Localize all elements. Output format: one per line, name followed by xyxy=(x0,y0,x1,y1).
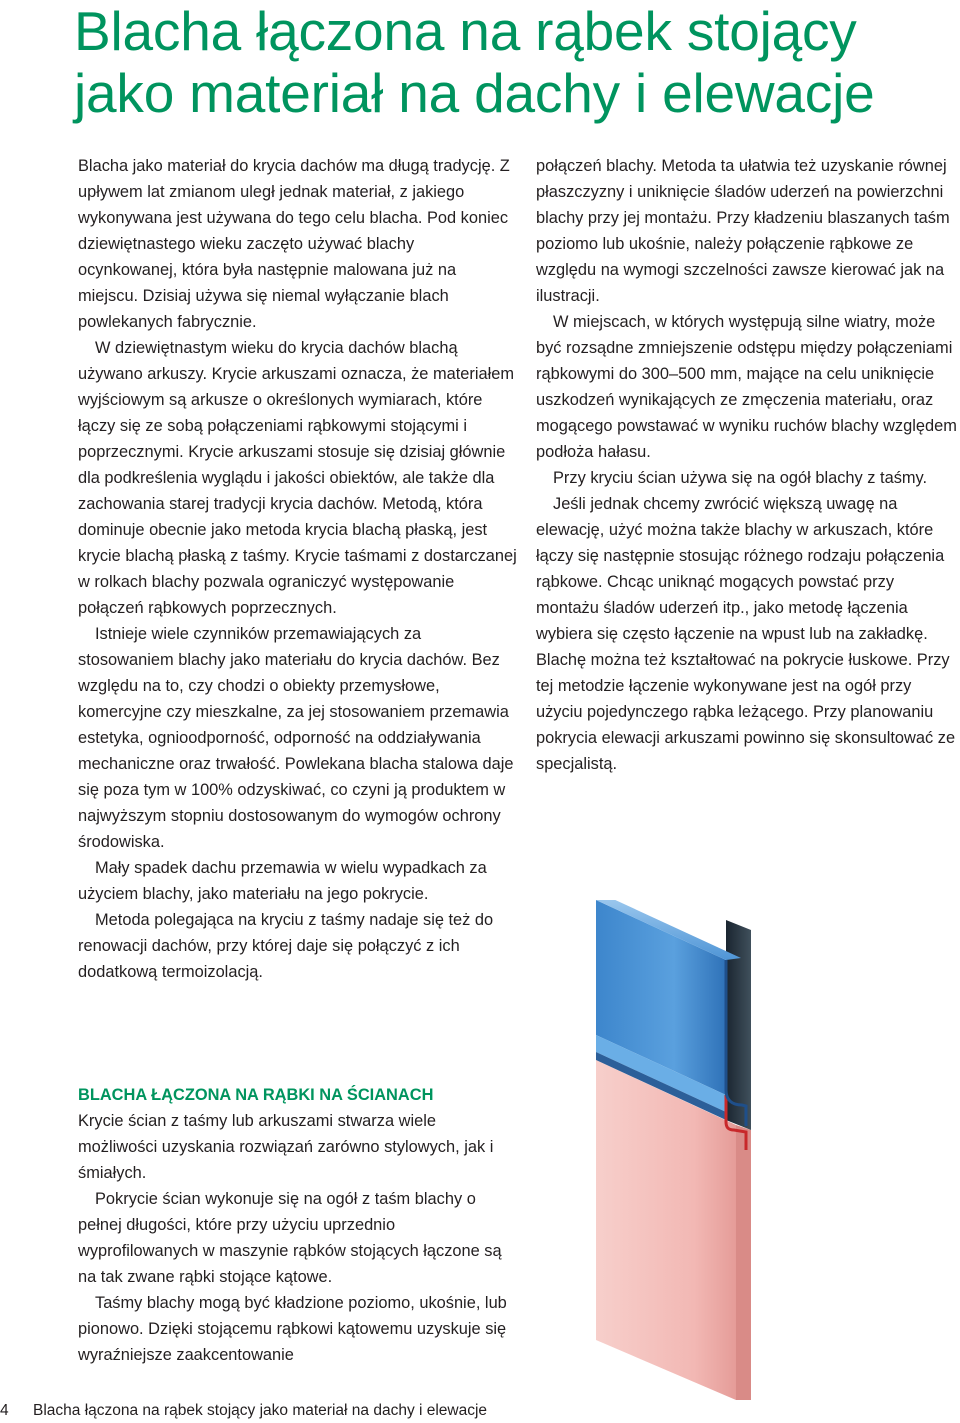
page-title xyxy=(74,0,954,124)
paragraph: Pokrycie ścian wykonuje się na ogół z taśm blachy o pełnej długości, które przy użyciu uprzednio wyprofilowanych w maszynie rąbków stojących łączone są na tak zwane rąbki stojące kątowe. xyxy=(78,1190,502,1286)
paragraph: połączeń blachy. Metoda ta ułatwia też uzyskanie równej płaszczyzny i uniknięcie śladów uderzeń na powierzchni blachy przy jej montażu. Przy kładzeniu blaszanych taśm poziomo lub ukośnie, należy połączenie rąbkowe ze względu na wymogi szczelności zawsze kierować jak na ilustracji. xyxy=(536,157,950,305)
text-column-left xyxy=(78,153,518,985)
paragraph: Jeśli jednak chcemy zwrócić większą uwagę na elewację, użyć można także blachy w arkuszach, które łączy się następnie stosując różnego rodzaju połączenia rąbkowe. Chcąc uniknąć mogących powstać przy montażu śladów uderzeń itp., jako metodę łączenia wybiera się często łączenie na wpust lub na zakładkę. Blachę można też kształtować na pokrycie łuskowe. Przy tej metodzie łączenie wykonywane jest na ogół przy użyciu pojedynczego rąbka leżącego. Przy planowaniu pokrycia elewacji arkuszami powinno się skonsultować ze specjalistą. xyxy=(536,495,956,773)
footer-text: Blacha łączona na rąbek stojący jako materiał na dachy i elewacje xyxy=(33,1402,488,1419)
paragraph: Metoda polegająca na kryciu z taśmy nadaje się też do renowacji dachów, przy której daje się połączyć z ich dodatkową termoizolacją. xyxy=(78,911,494,981)
paragraph: W dziewiętnastym wieku do krycia dachów blachą używano arkuszy. Krycie arkuszami oznacza, że materiałem wyjściowym są arkusze o określonych wymiarach, które łączy się ze sobą połączeniami rąbkowymi stojącymi i poprzecznymi. Krycie arkuszami stosuje się dzisiaj głównie dla podkreślenia wyglądu i jakości obiektów, ale także dla zachowania starej tradycji krycia dachów. Metodą, która dominuje obecnie jako metoda krycia blachą płaską, jest krycie blachą płaską z taśmy. Krycie taśmami z dostarczanej w rolkach blachy pozwala ograniczyć występowanie połączeń rąbkowych poprzecznych. xyxy=(78,339,517,617)
page-number: 4 xyxy=(0,1402,9,1419)
paragraph: Krycie ścian z taśmy lub arkuszami stwarza wiele możliwości uzyskania rozwiązań zarówno stylowych, jak i śmiałych. xyxy=(78,1112,494,1182)
paragraph: Blacha jako materiał do krycia dachów ma długą tradycję. Z upływem lat zmianom uległ jednak materiał, z jakiego wykonywana jest używana do tego celu blacha. Pod koniec dziewiętnastego wieku zaczęto używać blachy ocynkowanej, która była następnie malowana już na miejscu. Dzisiaj używa się niemal wyłączanie blach powlekanych fabrycznie. xyxy=(78,157,510,331)
paragraph: W miejscach, w których występują silne wiatry, może być rozsądne zmniejszenie odstępu między połączeniami rąbkowymi do 300–500 mm, mające na celu uniknięcie uszkodzeń wynikających ze zmęczenia materiału, oraz mogącego powstawać w wyniku ruchów blachy względem podłoża hałasu. xyxy=(536,313,957,461)
paragraph: Przy kryciu ścian używa się na ogół blachy z taśmy. xyxy=(553,469,928,487)
back-wall xyxy=(726,920,751,1130)
paragraph: Mały spadek dachu przemawia w wielu wypadkach za użyciem blachy, jako materiału na jego pokrycie. xyxy=(78,859,487,903)
paragraph: Taśmy blachy mogą być kładzione poziomo, ukośnie, lub pionowo. Dzięki stojącemu rąbkowi kątowemu uzyskuje się wyraźniejsze zaakcentowanie xyxy=(78,1294,507,1364)
title-line-1: Blacha łączona na rąbek stojący xyxy=(74,0,857,62)
section-heading: BLACHA ŁĄCZONA NA RĄBKI NA ŚCIANACH xyxy=(78,1086,434,1104)
paragraph: Istnieje wiele czynników przemawiających za stosowaniem blachy jako materiału do krycia dachów. Bez względu na to, czy chodzi o obiekty przemysłowe, komercyjne czy mieszkalne, za jej stosowaniem przemawia estetyka, ognioodporność, odporność na oddziaływania mechaniczne oraz trwałość. Powlekana blacha stalowa daje się poza tym w 100% odzyskiwać, co czyni ją produktem w najwyższym stopniu dostosowanym do wymogów ochrony środowiska. xyxy=(78,625,514,851)
text-column-right xyxy=(536,153,960,777)
standing-seam-illustration xyxy=(576,900,916,1400)
section-walls xyxy=(78,1082,518,1368)
title-line-2: jako materiał na dachy i elewacje xyxy=(74,62,875,124)
lower-panel-edge xyxy=(736,1125,751,1400)
